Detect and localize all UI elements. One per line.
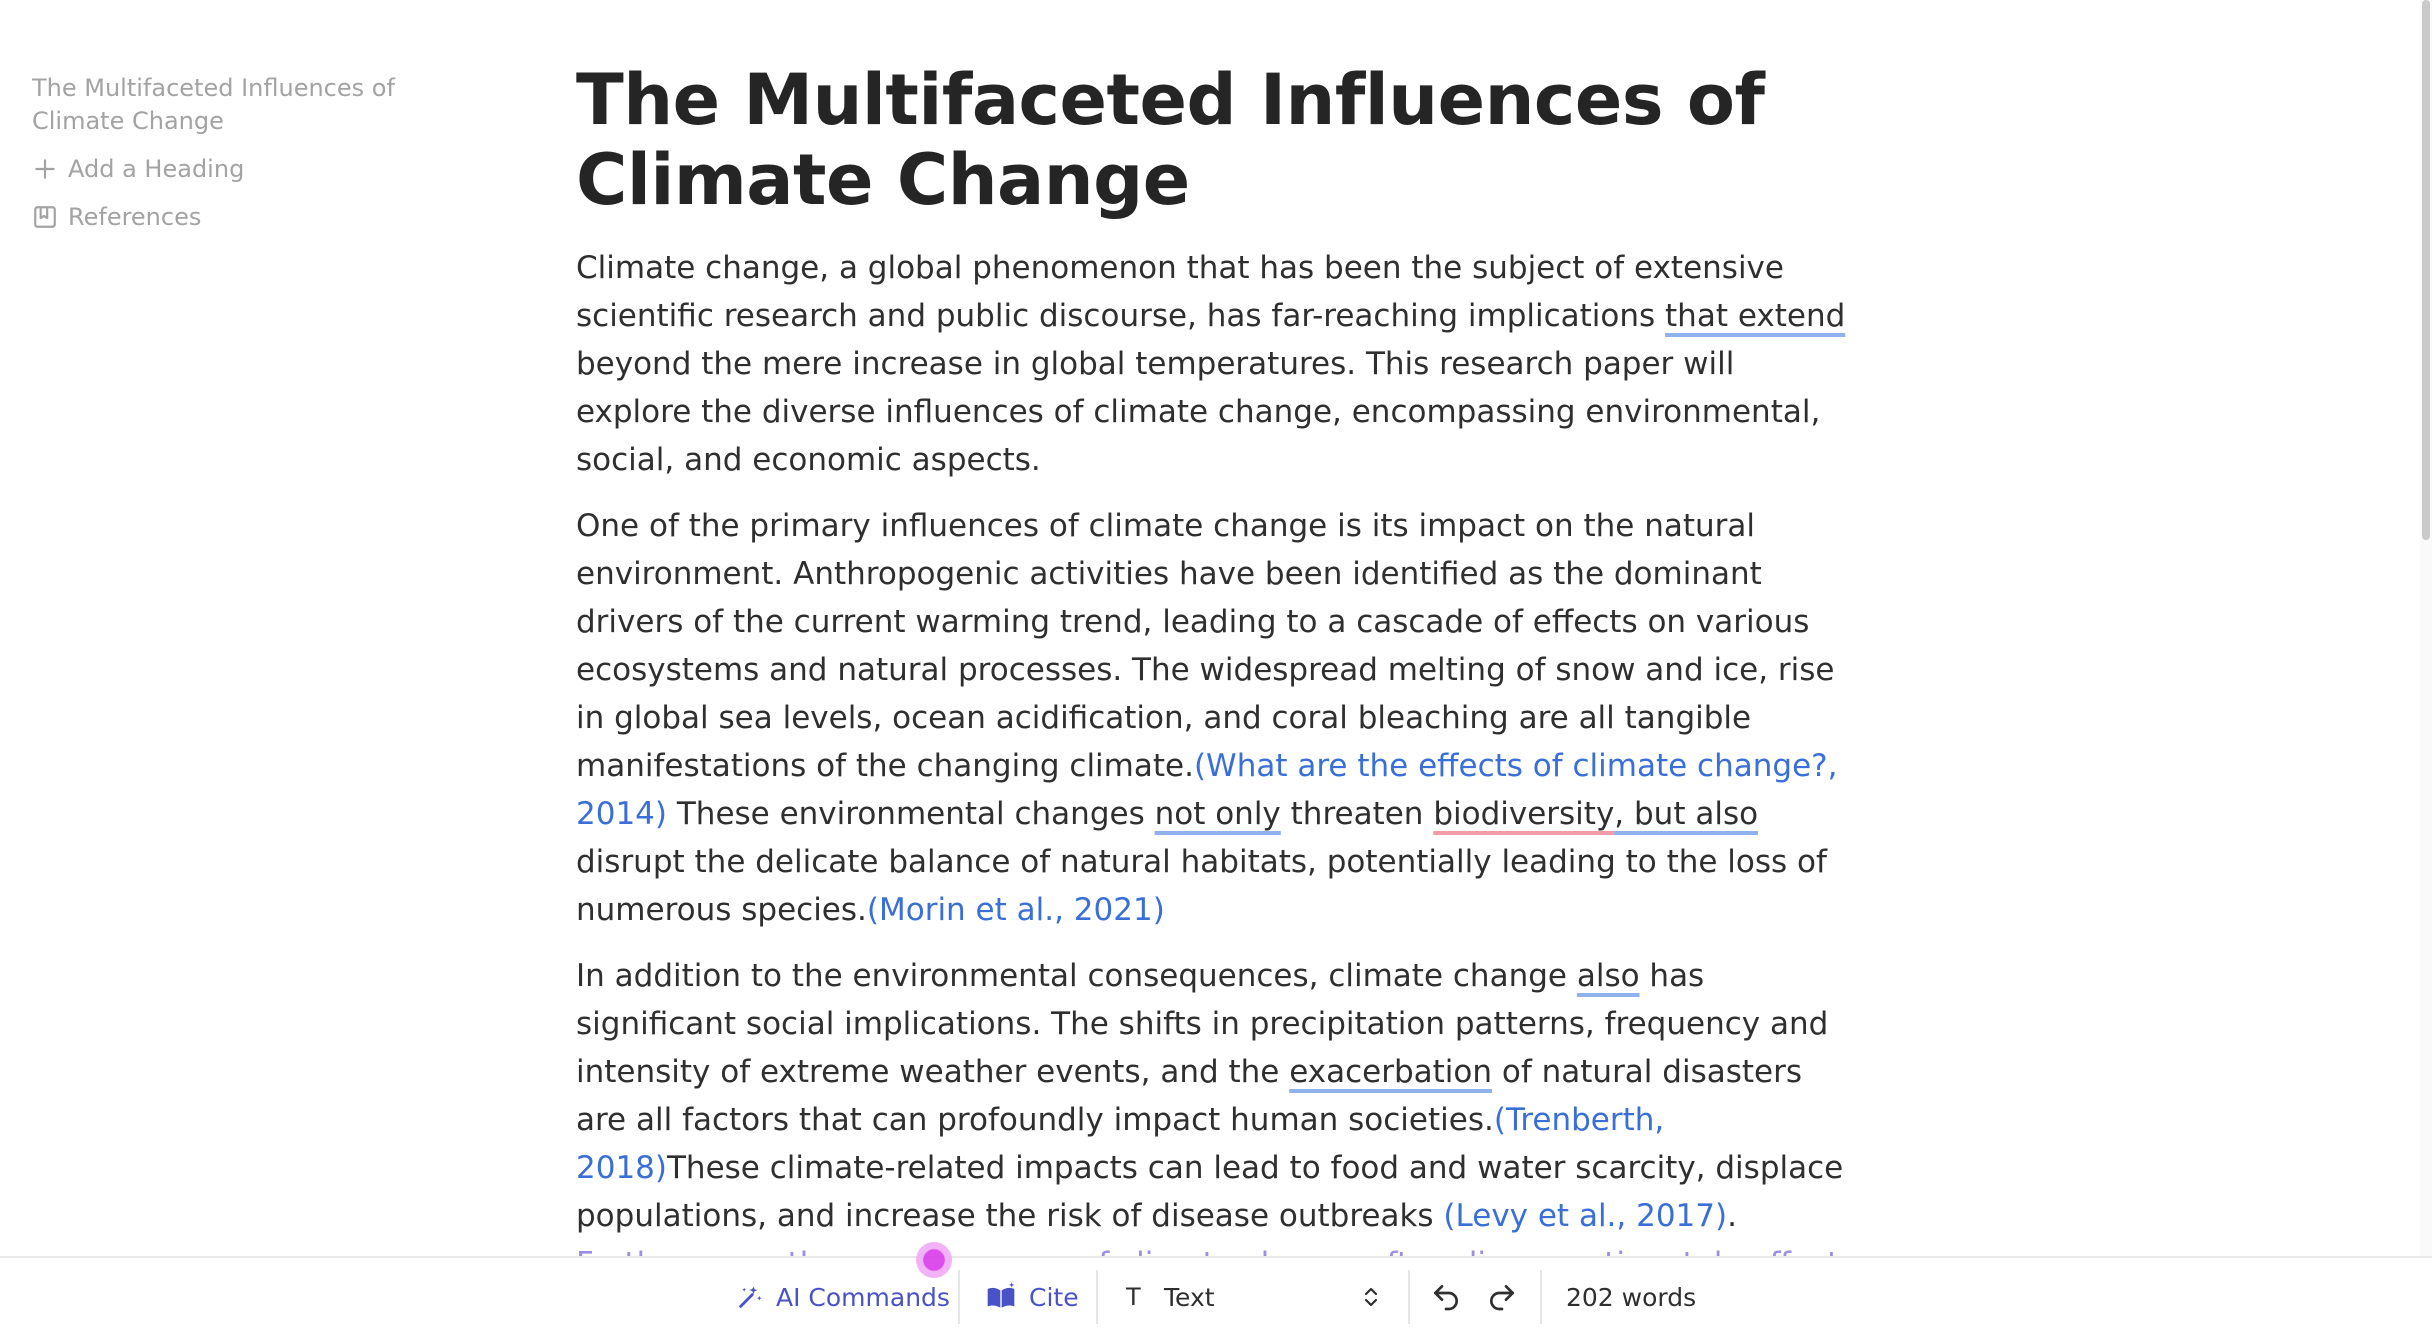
text-style-value: Text [1164, 1282, 1215, 1312]
book-icon [32, 204, 58, 230]
redo-button[interactable] [1486, 1258, 1518, 1336]
text-run: of natural disasters are all factors that can profoundly impact human societies. [576, 1054, 1802, 1138]
grammar-suggestion[interactable]: also [1576, 958, 1640, 994]
document-title[interactable]: The Multifaceted Influences of Climate Change [576, 59, 1765, 221]
citation-link[interactable]: (Morin et al., 2021) [866, 892, 1165, 928]
text-run: threaten [1280, 796, 1434, 832]
references-label: References [68, 203, 202, 231]
cite-label: Cite [1029, 1282, 1079, 1312]
redo-icon [1486, 1281, 1518, 1313]
paragraph-1[interactable] [576, 244, 1856, 484]
next-line-partial [576, 1240, 1839, 1256]
grammar-suggestion[interactable]: exacerbation [1289, 1054, 1493, 1090]
book-sparkle-icon [985, 1281, 1017, 1313]
toolbar-divider [1408, 1270, 1410, 1324]
ai-commands-label: AI Commands [776, 1282, 950, 1312]
spelling-suggestion[interactable]: biodiversity [1433, 796, 1615, 832]
bottom-toolbar [0, 1256, 2432, 1336]
text-run: In addition to the environmental consequences, climate change [576, 958, 1577, 994]
text-run: These climate-related impacts can lead to food and water scarcity, displace populations, and increase the risk of disease outbreaks [576, 1150, 1844, 1234]
text-run: has significant social implications. The shifts in precipitation patterns, frequency and intensity of extreme weather events, and the [576, 958, 1829, 1090]
word-count: 202 words [1566, 1282, 1697, 1312]
add-heading-button[interactable] [32, 152, 432, 186]
chevron-up-down-icon [1360, 1284, 1382, 1310]
add-heading-label: Add a Heading [68, 155, 245, 183]
citation-link[interactable]: (Levy et al., 2017) [1443, 1198, 1728, 1234]
outline-doc-title[interactable]: The Multifaceted Influences of Climate Change [32, 74, 395, 135]
undo-button[interactable] [1430, 1258, 1462, 1336]
outline-sidebar [32, 72, 432, 234]
text-type-icon: T [1126, 1283, 1141, 1311]
text-style-select[interactable] [1126, 1258, 1382, 1336]
text-run: disrupt the delicate balance of natural habitats, potentially leading to the loss of numerous species. [576, 844, 1827, 928]
plus-icon [32, 156, 58, 182]
references-link[interactable] [32, 200, 432, 234]
text-run: . [1727, 1198, 1737, 1234]
toolbar-divider [1096, 1270, 1098, 1324]
scrollbar-thumb[interactable] [2422, 0, 2430, 540]
citation-link[interactable]: (What are the effects of climate change?, 2014) [576, 748, 1838, 832]
grammar-suggestion[interactable]: not only [1154, 796, 1281, 832]
document-editor[interactable] [576, 60, 1856, 1258]
scrollbar-track[interactable] [2420, 0, 2432, 1256]
text-run: Climate change, a global phenomenon that has been the subject of extensive scientific research and public discourse, has far-reaching implications [576, 250, 1784, 334]
text-run: beyond the mere increase in global temperatures. This research paper will explore the diverse influences of climate change, encompassing environmental, social, and economic aspects. [576, 346, 1821, 478]
citation-link[interactable]: (Trenberth, 2018) [576, 1102, 1665, 1186]
undo-icon [1430, 1281, 1462, 1313]
cite-button[interactable] [985, 1258, 1079, 1336]
paragraph-3[interactable] [576, 952, 1856, 1240]
paragraph-2[interactable] [576, 502, 1856, 934]
grammar-suggestion[interactable]: that extend [1665, 298, 1846, 334]
pointer-cursor [916, 1242, 952, 1278]
text-run: One of the primary influences of climate change is its impact on the natural environment. Anthropogenic activities have been identified as the dominant drivers of the current warming trend, leading to a cascade of effects on various ecosystems and natural processes. The widespread melting of snow and ice, rise in global sea levels, ocean acidification, and coral bleaching are all tangible manifestations of the changing climate. [576, 508, 1835, 784]
text-run: These environmental changes [667, 796, 1155, 832]
toolbar-divider [1540, 1270, 1542, 1324]
toolbar-divider [958, 1270, 960, 1324]
sparkle-wand-icon [736, 1283, 764, 1311]
grammar-suggestion[interactable]: , but also [1614, 796, 1759, 832]
